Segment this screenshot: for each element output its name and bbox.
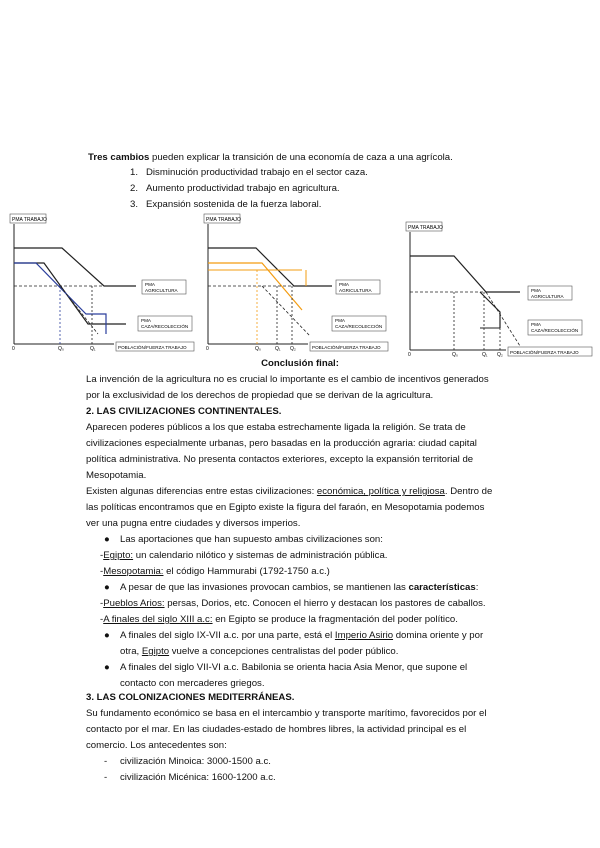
conclusion-heading: Conclusión final: — [261, 358, 339, 369]
bullet-text-underlined: Egipto — [141, 646, 170, 657]
intro-rest: pueden explicar la transición de una economía de caza a una agrícola. — [149, 152, 453, 163]
s3-item-micenica — [104, 771, 276, 784]
change-item-3 — [130, 198, 321, 211]
s2-p1-line-3: política administrativa. No presenta contactos exteriores, excepto la expansión territorial de — [86, 454, 474, 465]
graph-box-agri-l1: PMA — [531, 288, 541, 293]
graph-tick-q2: Q₂ — [290, 346, 296, 352]
s2-p1-line-2: civilizaciones especialmente urbanas, pero basadas en la producción agraria: ciudad capital — [86, 438, 477, 449]
graph-tick-q2: Q₂ — [497, 352, 503, 358]
graph-origin: 0 — [12, 346, 15, 352]
s2-p2-underlined: económica, política y religiosa — [316, 486, 445, 497]
graph-x-axis-label: POBLACIÓN/FUERZA TRABAJO — [312, 345, 381, 350]
item-mesopotamia — [100, 565, 330, 578]
bullet-ix-vii-line-2 — [120, 645, 398, 658]
item-egipto-label: Egipto: — [103, 550, 134, 561]
bullet-text: Las aportaciones que han supuesto ambas civilizaciones son: — [120, 534, 383, 545]
conclusion-line-2: por la exclusividad de los derechos de propiedad que se derivan de la agricultura. — [86, 390, 434, 401]
bullet-invasiones — [104, 581, 478, 594]
bullet-text-underlined: Imperio Asirio — [334, 630, 394, 641]
item-egipto — [100, 549, 387, 562]
item-pueblos-label: Pueblos Arios: — [103, 598, 165, 609]
change-num: 3. — [130, 199, 139, 210]
bullet-vii-vi — [104, 661, 467, 674]
conclusion-line-1: La invención de la agricultura no es crucial lo importante es el cambio de incentivos generados — [86, 374, 489, 385]
graph-tick-q1: Q₁ — [90, 346, 96, 352]
graph-tick-q1: Q₁ — [482, 352, 488, 358]
dash: - — [100, 598, 104, 609]
dash: - — [104, 772, 108, 783]
s3-p1-line-1: Su fundamento económico se basa en el intercambio y transporte marítimo, favorecidos por el — [86, 708, 487, 719]
s2-p2-post: . Dentro de — [444, 486, 493, 497]
graph-box-agri-l2: AGRICULTURA — [339, 288, 372, 293]
s2-p2-line-1 — [86, 485, 492, 498]
graph-pma-agri-line — [14, 248, 136, 286]
change-num: 1. — [130, 167, 139, 178]
bullet-ix-vii — [104, 629, 483, 642]
s2-p2-line-2: las políticas encontramos que en Egipto existe la figura del faraón, en Mesopotamia podemos — [86, 502, 485, 513]
graph-origin: 0 — [206, 346, 209, 352]
bullet-text-post: : — [475, 582, 479, 593]
change-text: Disminución productividad trabajo en el sector caza. — [146, 167, 368, 178]
graph-pma-caza-line — [14, 263, 126, 324]
item-finales-xiii — [100, 613, 458, 626]
s3-item-minoica — [104, 755, 271, 768]
graph-tick-q0: Q₀ — [452, 352, 458, 358]
graph-dash-diag — [486, 292, 520, 346]
graph-box-agri-l2: AGRICULTURA — [145, 288, 178, 293]
item-finales-label: A finales del siglo XIII a.c: — [103, 614, 213, 625]
graph-box-agri-l1: PMA — [339, 282, 349, 287]
graph-box-caza-l2: CAZA/RECOLECCIÓN — [141, 324, 189, 329]
dash: - — [100, 550, 104, 561]
section-3-heading: 3. LAS COLONIZACIONES MEDITERRÁNEAS. — [86, 692, 295, 703]
dash: - — [104, 756, 108, 767]
graph-box-agri-l1: PMA — [145, 282, 155, 287]
graph-pma-agri-line — [208, 248, 332, 286]
dash: - — [100, 614, 104, 625]
item-pueblos-arios — [100, 597, 486, 610]
graph-dash-diag — [262, 286, 310, 336]
bullet-text-bold: características — [408, 582, 476, 593]
change-item-2 — [130, 182, 340, 195]
graph-box-caza-l2: CAZA/RECOLECCIÓN — [335, 324, 383, 329]
s2-p2-pre: Existen algunas diferencias entre estas civilizaciones: — [86, 486, 317, 497]
bullet-icon: ● — [104, 534, 110, 545]
bullet-text-post: vuelve a concepciones centralistas del poder público. — [169, 646, 399, 657]
graph-box-caza-l2: CAZA/RECOLECCIÓN — [531, 328, 579, 333]
change-num: 2. — [130, 183, 139, 194]
bullet-vii-vi-line-2: contacto con mercaderes griegos. — [120, 678, 265, 689]
section-2-heading: 2. LAS CIVILIZACIONES CONTINENTALES. — [86, 406, 282, 417]
change-item-1 — [130, 166, 368, 179]
graph-tick-q0: Q₀ — [58, 346, 64, 352]
graph-tick-q1: Q₁ — [275, 346, 281, 352]
graph-box-agri-l2: AGRICULTURA — [531, 294, 564, 299]
change-text: Expansión sostenida de la fuerza laboral. — [146, 199, 322, 210]
s3-item-text: civilización Minoica: 3000-1500 a.c. — [120, 756, 271, 767]
s2-p1-line-4: Mesopotamia. — [86, 470, 147, 481]
bullet-icon: ● — [104, 630, 110, 641]
intro-bold: Tres cambios — [88, 152, 150, 163]
graph-box-caza-l1: PMA — [531, 322, 541, 327]
s3-p1-line-3: comercio. Los antecedentes son: — [86, 740, 227, 751]
item-mesopotamia-text: el código Hammurabi (1792-1750 a.c.) — [163, 566, 330, 577]
bullet-text-post: domina oriente y por — [393, 630, 484, 641]
s2-p1-line-1: Aparecen poderes públicos a los que estaba estrechamente ligada la religión. Se trata de — [86, 422, 466, 433]
bullet-text: A finales del siglo VII-VI a.c. Babilonia se orienta hacia Asia Menor, que supone el — [120, 662, 468, 673]
bullet-text-pre: A finales del siglo IX-VII a.c. por una parte, está el — [120, 630, 335, 641]
item-mesopotamia-label: Mesopotamia: — [103, 566, 164, 577]
bullet-text-pre: otra, — [120, 646, 142, 657]
graph-pma-agri-line — [410, 256, 520, 292]
bullet-icon: ● — [104, 662, 110, 673]
graph-origin: 0 — [408, 352, 411, 358]
item-finales-text: en Egipto se produce la fragmentación del poder político. — [212, 614, 458, 625]
s2-p2-line-3: ver una pugna entre ciudades y diversos imperios. — [86, 518, 301, 529]
item-pueblos-text: persas, Dorios, etc. Conocen el hierro y destacan los pastores de caballos. — [164, 598, 486, 609]
graph-y-axis-label: PMA TRABAJO — [12, 217, 47, 223]
graph-3 — [404, 220, 596, 360]
s3-item-text: civilización Micénica: 1600-1200 a.c. — [120, 772, 276, 783]
bullet-aportaciones — [104, 533, 383, 546]
graph-box-caza-l1: PMA — [141, 318, 151, 323]
graph-y-axis-label: PMA TRABAJO — [206, 217, 241, 223]
graph-x-axis-label: POBLACIÓN/FUERZA TRABAJO — [510, 350, 579, 355]
graph-x-axis-label: POBLACIÓN/FUERZA TRABAJO — [118, 345, 187, 350]
s3-p1-line-2: contacto por el mar. En las ciudades-estado de hombres libres, la actividad principal es el — [86, 724, 467, 735]
item-egipto-text: un calendario nilótico y sistemas de administración pública. — [133, 550, 388, 561]
graph-box-caza-l1: PMA — [335, 318, 345, 323]
graph-tick-q0: Q₀ — [255, 346, 261, 352]
intro-line — [88, 151, 453, 164]
bullet-text-pre: A pesar de que las invasiones provocan cambios, se mantienen las — [120, 582, 409, 593]
graph-1 — [8, 212, 198, 358]
bullet-icon: ● — [104, 582, 110, 593]
dash: - — [100, 566, 104, 577]
graph-2 — [202, 212, 402, 358]
graph-y-axis-label: PMA TRABAJO — [408, 225, 443, 231]
change-text: Aumento productividad trabajo en agricultura. — [146, 183, 340, 194]
